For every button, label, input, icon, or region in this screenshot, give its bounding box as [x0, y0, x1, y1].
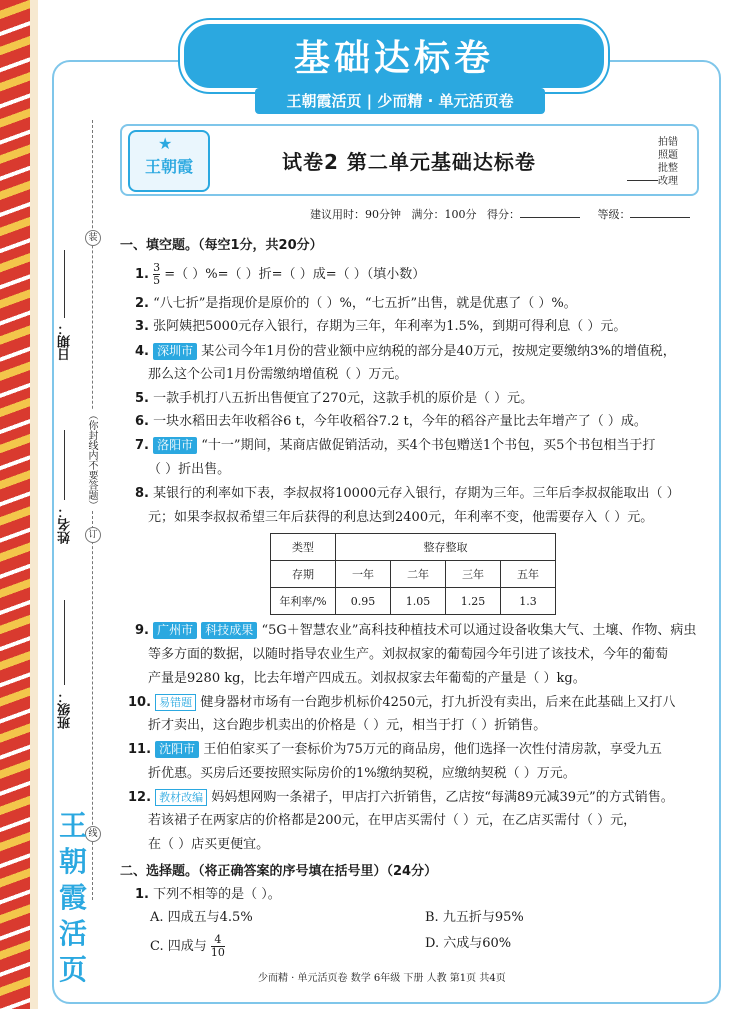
region-tag: 广州市	[153, 622, 197, 639]
grade-label: 等级：	[597, 208, 631, 221]
question-text: 某银行的利率如下表，李叔叔将10000元存入银行，存期为三年。三年后李叔叔能取出（ ）	[153, 486, 680, 501]
question-number: 6.	[135, 414, 149, 429]
decorative-stripe	[0, 0, 30, 1009]
question-text: 张阿姨把5000元存入银行，存期为三年，年利率为1.5%，到期可得利息（ ）元。	[153, 319, 627, 334]
denominator: 10	[210, 946, 225, 959]
table-cell: 二年	[391, 561, 446, 588]
question-number: 9.	[135, 623, 149, 638]
textbook-tag: 教材改编	[155, 789, 207, 806]
score-label: 得分：	[487, 208, 520, 221]
full-score: 满分：100分	[411, 208, 477, 221]
date-field[interactable]	[64, 250, 65, 318]
question-12	[128, 788, 674, 808]
question-text: “八七折”是指现价是原价的（ ）%，“七五折”出售，就是优惠了（ ）%。	[153, 296, 577, 311]
question-9	[135, 621, 696, 641]
option-c[interactable]	[150, 934, 225, 959]
table-cell: 1.05	[391, 588, 446, 615]
question-number: 1.	[135, 267, 149, 282]
footer: 少而精 · 单元活页卷 数学 6年级 下册 人教 第1页 共4页	[258, 973, 506, 984]
logo	[128, 130, 210, 192]
option-a[interactable]: A. 四成五与4.5%	[150, 910, 253, 925]
tricky-tag: 易错题	[155, 694, 196, 711]
table-cell: 三年	[446, 561, 501, 588]
question-4	[135, 342, 676, 362]
question-7	[135, 436, 655, 456]
question-10-line2: 折才卖出，这台跑步机卖出的价格是（ ）元，相当于打（ ）折销售。	[148, 718, 547, 733]
header-title: 基础达标卷	[293, 38, 494, 79]
time-limit: 建议用时：90分钟	[310, 208, 401, 221]
sub-banner: 王朝霞活页 | 少而精 · 单元活页卷	[255, 88, 545, 114]
question-text: 一款手机打八五折出售便宜了270元，这款手机的原价是（ ）元。	[153, 391, 534, 406]
question-text: 一块水稻田去年收稻谷6 t，今年收稻谷7.2 t，今年的稻谷产量比去年增产了（ ）成。	[153, 414, 647, 429]
question-text: 某公司今年1月份的营业额中应纳税的部分是40万元，按规定要缴纳3%的增值税，	[201, 344, 676, 359]
table-row-label: 年利率/%	[271, 588, 336, 615]
grade-field[interactable]	[630, 217, 690, 218]
region-tag: 洛阳市	[153, 437, 197, 454]
table-cell: 1.3	[501, 588, 556, 615]
table-header: 类型	[271, 534, 336, 561]
question-number: 11.	[128, 742, 152, 757]
grading-line: 改理	[658, 176, 678, 187]
question-number: 3.	[135, 319, 149, 334]
question-4-line2: 那么这个公司1月份需缴纳增值税（ ）万元。	[148, 367, 408, 382]
table-cell: 1.25	[446, 588, 501, 615]
logo-text: 王朝霞	[144, 157, 193, 176]
denominator: 5	[153, 274, 161, 287]
fraction	[211, 934, 225, 959]
fraction	[153, 262, 160, 287]
name-field[interactable]	[64, 430, 65, 500]
question-number: 7.	[135, 438, 149, 453]
option-b[interactable]: B. 九五折与95%	[425, 910, 524, 925]
question-3	[135, 317, 626, 337]
numerator: 4	[214, 933, 222, 946]
section2-title: 二、选择题。（将正确答案的序号填在括号里）（24分）	[120, 864, 438, 879]
question-2	[135, 294, 577, 314]
title-box	[120, 124, 699, 196]
table-header: 整存整取	[336, 534, 556, 561]
question-9-line3: 产量是9280 kg，比去年增产四成五。刘叔叔家去年葡萄的产量是（ ）kg。	[148, 671, 586, 686]
question-1	[135, 262, 425, 287]
question-10	[128, 693, 675, 713]
header-banner	[180, 20, 608, 92]
question-5	[135, 389, 533, 409]
question-text: 健身器材市场有一台跑步机标价4250元，打九折没有卖出，后来在此基础上又打八	[200, 695, 676, 710]
question-6	[135, 412, 647, 432]
decorative-stripe-inner	[30, 0, 38, 1009]
question-number: 4.	[135, 344, 149, 359]
test-title: 试卷2 第二单元基础达标卷	[282, 150, 536, 174]
grading-line: 批整	[658, 163, 678, 174]
question-8-line2: 元；如果李叔叔希望三年后获得的利息达到2400元，年利率不变，他需要存入（ ）元。	[148, 510, 654, 525]
table-cell: 一年	[336, 561, 391, 588]
question-11-line2: 折优惠。买房后还要按照实际房价的1%缴纳契税，应缴纳契税（ ）万元。	[148, 766, 576, 781]
question-number: 5.	[135, 391, 149, 406]
question-text: 下列不相等的是（ ）。	[153, 887, 281, 902]
category-tag: 科技成果	[201, 622, 257, 639]
question-9-line2: 等多方面的数据，以随时指导农业生产。刘叔叔家的葡萄园今年引进了该技术，今年的葡萄	[148, 647, 669, 662]
interest-rate-table	[270, 533, 556, 615]
question-7-line2: （ ）折出售。	[148, 462, 231, 477]
question-text: “十一”期间，某商店做促销活动，买4个书包赠送1个书包，买5个书包相当于打	[201, 438, 656, 453]
question-number: 8.	[135, 486, 149, 501]
cut-note: （你封线内不要答题）	[86, 410, 97, 510]
star-icon: ★	[158, 134, 173, 153]
name-label: 姓名：	[58, 505, 73, 544]
brand-text: 王朝霞活页	[58, 809, 87, 986]
region-tag: 沈阳市	[155, 741, 199, 758]
option-c-text: C. 四成与	[150, 939, 207, 954]
question-11	[128, 740, 662, 760]
choice-question-1	[135, 885, 281, 905]
region-tag: 深圳市	[153, 343, 197, 360]
table-cell: 五年	[501, 561, 556, 588]
date-label: 日期：	[58, 322, 73, 361]
grading-line: 照题	[658, 150, 678, 161]
question-number: 1.	[135, 887, 149, 902]
question-text: “5G＋智慧农业”高科技种植技术可以通过设备收集大气、土壤、作物、病虫	[261, 623, 697, 638]
test-meta	[310, 206, 690, 222]
class-label: 班级：	[58, 690, 73, 729]
grading-line: 拍错	[658, 137, 678, 148]
cut-mark: 订	[85, 527, 101, 543]
question-text: =（ ）%=（ ）折=（ ）成=（ ）（填小数）	[164, 267, 426, 282]
numerator: 3	[153, 261, 161, 274]
section1-title: 一、填空题。（每空1分，共20分）	[120, 238, 323, 253]
question-8	[135, 484, 680, 504]
table-cell: 0.95	[336, 588, 391, 615]
table-row-label: 存期	[271, 561, 336, 588]
question-text: 妈妈想网购一条裙子，甲店打六折销售，乙店按“每满89元减39元”的方式销售。	[211, 790, 674, 805]
cut-mark: 线	[85, 826, 101, 842]
question-text: 王伯伯家买了一套标价为75万元的商品房，他们选择一次性付清房款，享受九五	[203, 742, 662, 757]
question-12-line2: 若该裙子在两家店的价格都是200元，在甲店买需付（ ）元，在乙店买需付（ ）元，	[148, 813, 637, 828]
score-field[interactable]	[520, 217, 580, 218]
question-number: 10.	[128, 695, 152, 710]
option-d[interactable]: D. 六成与60%	[425, 936, 512, 951]
class-field[interactable]	[64, 600, 65, 685]
cut-mark: 装	[85, 230, 101, 246]
question-number: 12.	[128, 790, 152, 805]
question-12-line3: 在（ ）店买更便宜。	[148, 837, 270, 852]
grading-box	[658, 136, 688, 188]
question-number: 2.	[135, 296, 149, 311]
